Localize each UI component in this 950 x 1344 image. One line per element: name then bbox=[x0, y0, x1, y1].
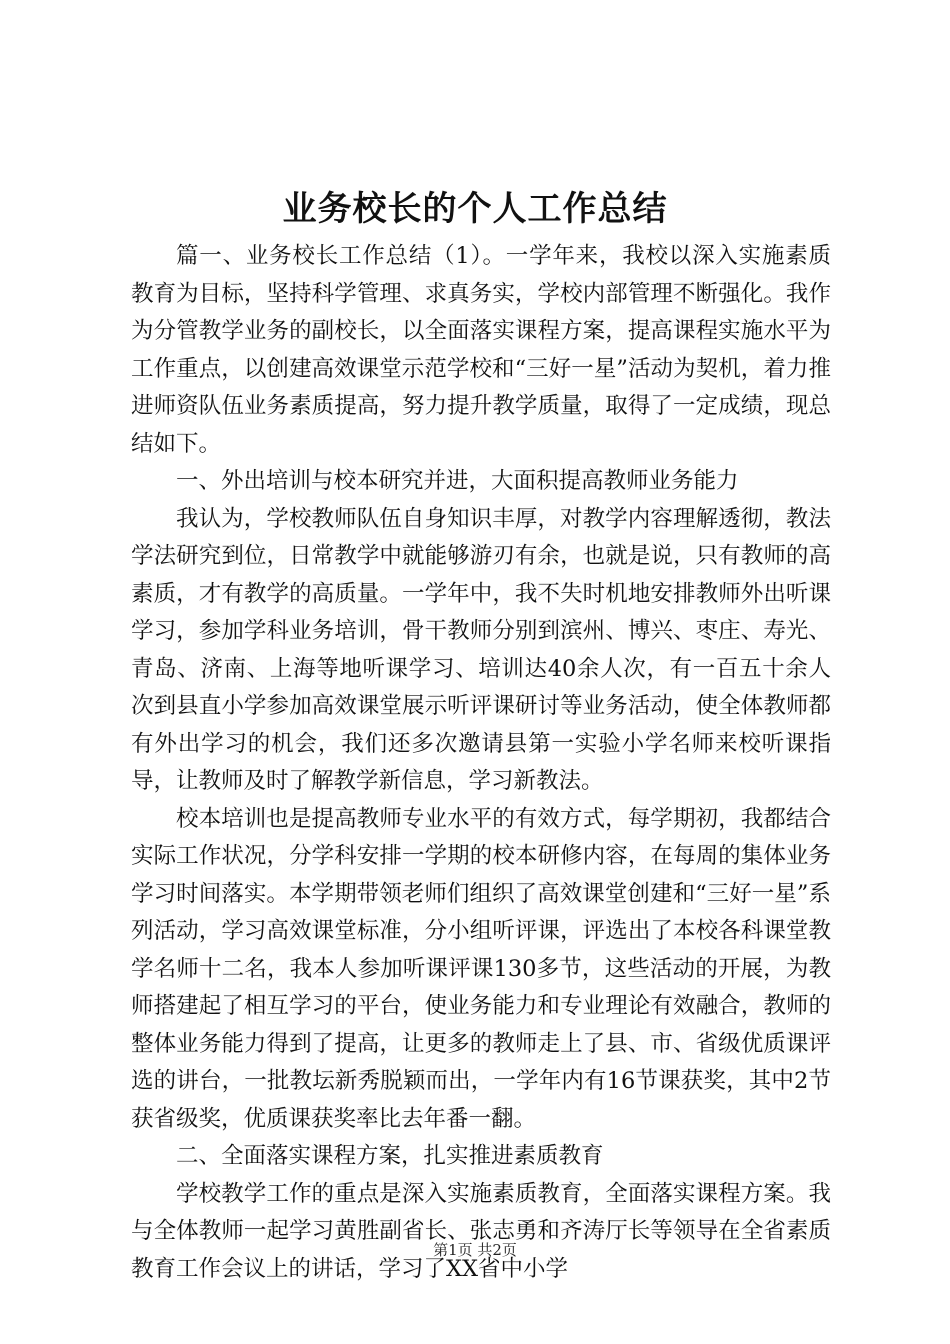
paragraph-intro: 篇一、业务校长工作总结（1）。一学年来，我校以深入实施素质教育为目标，坚持科学管理、求真务实，学校内部管理不断强化。我作为分管教学业务的副校长，以全面落实课程方案，提高课程实施水平为工作重点，以创建高效课堂示范学校和“三好一星”活动为契机，着力推进师资队伍业务素质提高，努力提升教学质量，取得了一定成绩，现总结如下。 bbox=[131, 243, 831, 457]
page-number-footer: 第1页 共2页 bbox=[433, 1241, 517, 1259]
section-heading-1: 一、外出培训与校本研究并进，大面积提高教师业务能力 bbox=[176, 468, 739, 494]
paragraph-curriculum: 学校教学工作的重点是深入实施素质教育，全面落实课程方案。我与全体教师一起学习黄胜副省长、张志勇和齐涛厅长等领导在全省素质教育工作会议上的讲话，学习了XX省中小学 bbox=[131, 1180, 831, 1282]
paragraph-school-training: 校本培训也是提高教师专业水平的有效方式，每学期初，我都结合实际工作状况，分学科安排一学期的校本研修内容，在每周的集体业务学习时间落实。本学期带领老师们组织了高效课堂创建和“三好一星”系列活动，学习高效课堂标准，分小组听评课，评选出了本校各科课堂教学名师十二名，我本人参加听课评课130多节，这些活动的开展，为教师搭建起了相互学习的平台，使业务能力和专业理论有效融合，教师的整体业务能力得到了提高，让更多的教师走上了县、市、省级优质课评选的讲台，一批教坛新秀脱颖而出，一学年内有16节课获奖，其中2节获省级奖，优质课获奖率比去年番一翻。 bbox=[131, 805, 831, 1132]
document-body bbox=[131, 238, 831, 1288]
section-heading-2: 二、全面落实课程方案，扎实推进素质教育 bbox=[176, 1143, 604, 1169]
document-title: 业务校长的个人工作总结 bbox=[282, 189, 668, 229]
paragraph-training: 我认为，学校教师队伍自身知识丰厚，对教学内容理解透彻，教法学法研究到位，日常教学中就能够游刃有余，也就是说，只有教师的高素质，才有教学的高质量。一学年中，我不失时机地安排教师外出听课学习，参加学科业务培训，骨干教师分别到滨州、博兴、枣庄、寿光、青岛、济南、上海等地听课学习、培训达40余人次，有一百五十余人次到县直小学参加高效课堂展示听评课研讨等业务活动，使全体教师都有外出学习的机会，我们还多次邀请县第一实验小学名师来校听课指导，让教师及时了解教学新信息，学习新教法。 bbox=[131, 505, 831, 794]
